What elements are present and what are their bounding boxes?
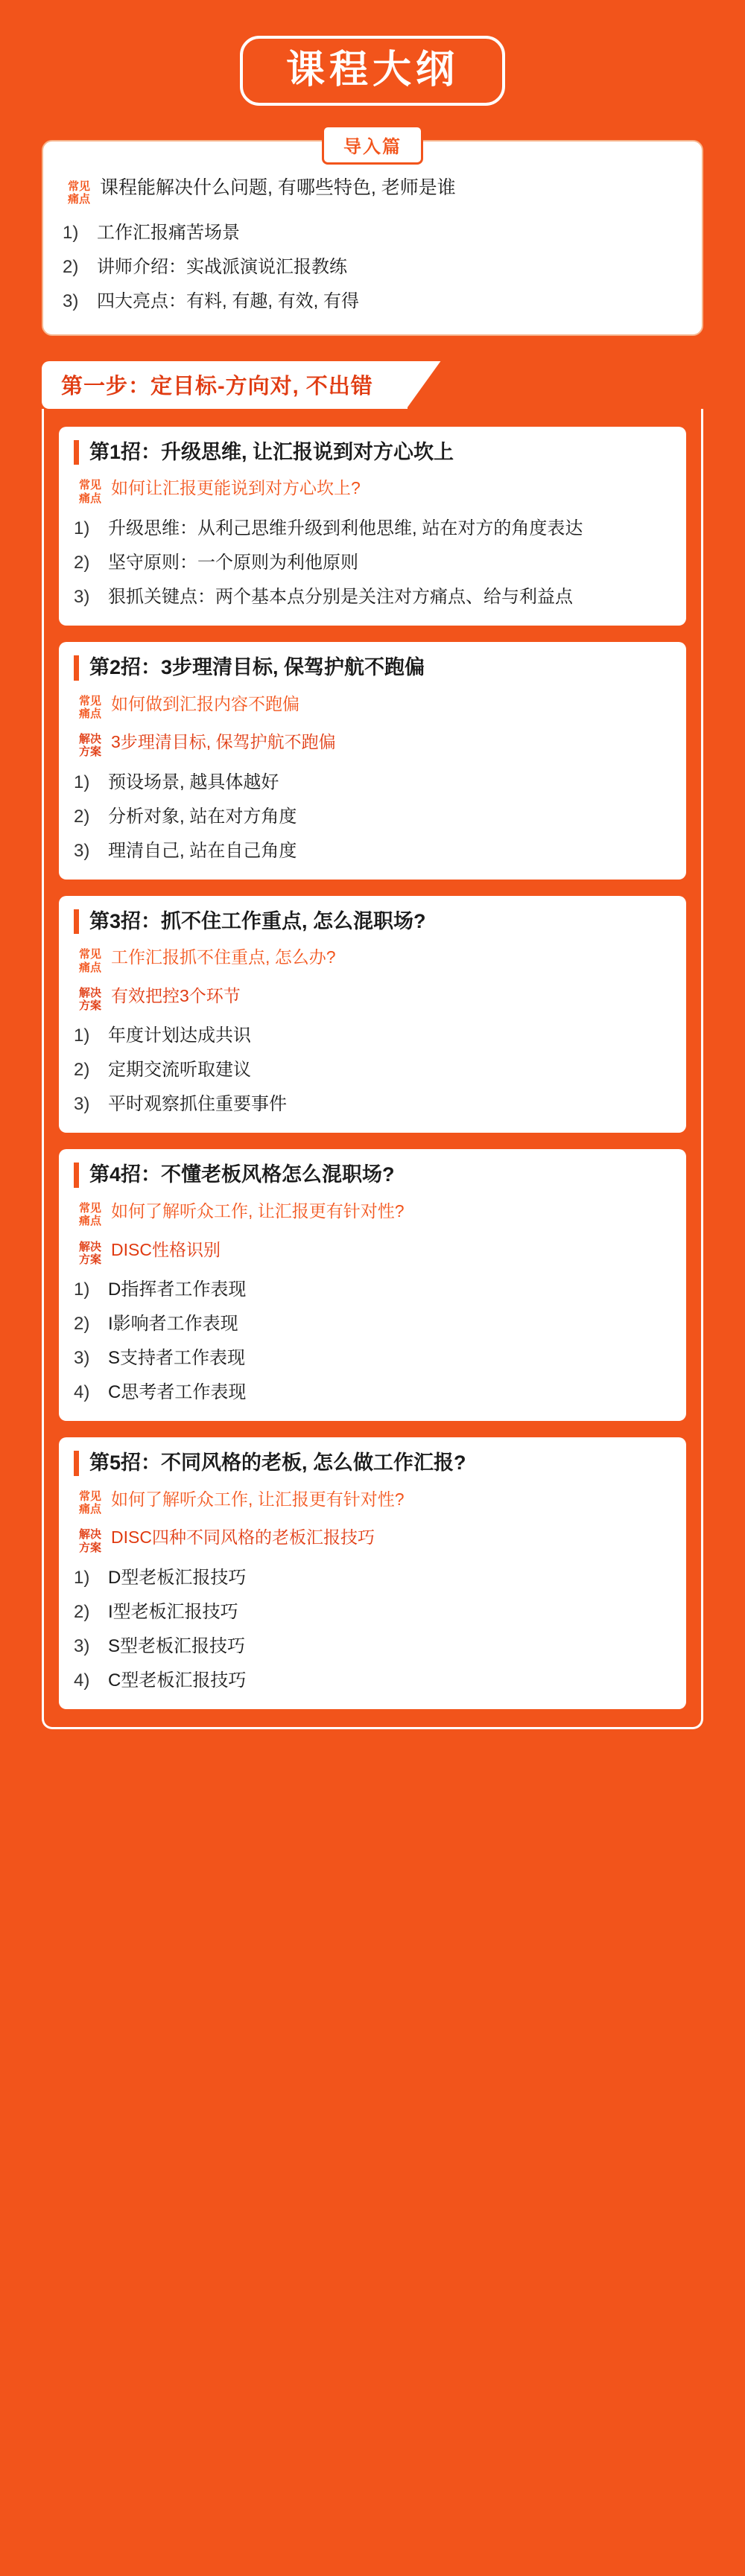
list-item [74,1057,671,1084]
pain-point-row [74,477,671,505]
pain-point-text: 如何了解听众工作, 让汇报更有针对性? [111,1201,405,1221]
list-item-text: C型老板汇报技巧 [108,1670,247,1691]
pain-point-tag [74,477,107,505]
list-item-number: 3) [74,840,90,861]
list-item [74,838,671,865]
solution-tag-line1: 解决 [78,1240,101,1253]
page-title: 课程大纲 [285,48,459,92]
list-item [74,769,671,796]
solution-tag-line1: 解决 [78,1528,101,1542]
list-item [74,584,671,611]
lesson-card [59,1437,686,1709]
list-item-text: 平时观察抓住重要事件 [108,1094,287,1115]
pain-point-tag-line1: 常见 [78,479,101,492]
step-body [42,409,703,1729]
pain-point-tag-line1: 常见 [67,180,90,193]
intro-section [42,137,703,336]
solution-text: DISC性格识别 [111,1239,221,1259]
lesson-card [59,1149,686,1421]
solution-tag [74,985,107,1013]
solution-tag-line2: 方案 [78,1541,101,1554]
pain-point-row [74,693,671,721]
list-item-text: I影响者工作表现 [108,1314,238,1334]
pain-point-tag [74,946,107,974]
list-item-text: 理清自己, 站在自己角度 [108,840,297,861]
solution-row [74,985,671,1013]
lesson-point-list [74,1276,671,1406]
solution-tag-line1: 解决 [78,986,101,999]
solution-row [74,731,671,759]
lesson-point-list [74,769,671,865]
page-title-box [240,36,505,106]
list-item-number: 3) [63,290,79,311]
pain-point-tag [74,1488,107,1516]
lesson-point-list [74,515,671,611]
list-item-text: D型老板汇报技巧 [108,1567,247,1588]
solution-row [74,1238,671,1267]
pain-point-text: 工作汇报抓不住重点, 怎么办? [111,947,336,967]
list-item [74,1633,671,1660]
lesson-title: 第5招：不同风格的老板, 怎么做工作汇报? [74,1451,671,1476]
list-item-number: 3) [74,586,90,607]
list-item [63,254,682,281]
list-item-text: I型老板汇报技巧 [108,1601,238,1622]
lesson-card [59,427,686,626]
pain-point-tag-line2: 痛点 [78,961,101,974]
list-item [74,1091,671,1118]
list-item-number: 1) [74,1025,90,1046]
list-item-number: 1) [74,518,90,538]
list-item-text: S支持者工作表现 [108,1348,246,1368]
list-item-text: 定期交流听取建议 [108,1060,251,1081]
lesson-title: 第4招：不懂老板风格怎么混职场? [74,1163,671,1188]
solution-row [74,1526,671,1554]
list-item-text: 讲师介绍：实战派演说汇报教练 [97,256,347,277]
list-item-text: 坚守原则：一个原则为利他原则 [108,552,358,573]
list-item [74,1667,671,1694]
intro-lead-row [63,176,682,206]
list-item [74,1023,671,1049]
list-item-text: C思考者工作表现 [108,1382,247,1402]
solution-text: DISC四种不同风格的老板汇报技巧 [111,1527,375,1548]
list-item [74,1276,671,1303]
intro-point-list [63,220,682,315]
list-item-text: 预设场景, 越具体越好 [108,772,279,792]
solution-tag-line1: 解决 [78,733,101,745]
lesson-title: 第2招：3步理清目标, 保驾护航不跑偏 [74,655,671,681]
step-banner-text: 第一步：定目标-方向对, 不出错 [61,375,373,398]
pain-point-tag-line1: 常见 [78,694,101,707]
list-item-number: 2) [63,256,79,277]
solution-tag [74,731,107,759]
list-item-text: 年度计划达成共识 [108,1025,251,1046]
step-banner [42,361,703,409]
solution-text: 有效把控3个环节 [111,985,241,1005]
solution-tag [74,1526,107,1554]
list-item [74,804,671,830]
pain-point-text: 如何做到汇报内容不跑偏 [111,693,299,713]
list-item [74,515,671,542]
list-item-text: S型老板汇报技巧 [108,1635,246,1656]
pain-point-tag-line2: 痛点 [78,1503,101,1516]
list-item-number: 2) [74,552,90,573]
intro-section-pill: 导入篇 [322,125,423,165]
step-banner-tail [407,361,441,409]
list-item [74,1311,671,1338]
solution-tag-line2: 方案 [78,745,101,759]
solution-text: 3步理清目标, 保驾护航不跑偏 [111,732,336,751]
list-item [63,288,682,315]
lesson-point-list [74,1565,671,1694]
pain-point-tag-line1: 常见 [78,1202,101,1215]
list-item-number: 1) [74,1567,90,1588]
list-item-number: 4) [74,1670,90,1691]
solution-tag-line2: 方案 [78,999,101,1012]
list-item-number: 1) [63,222,79,243]
list-item-text: 四大亮点：有料, 有趣, 有效, 有得 [97,290,360,311]
pain-point-tag [63,176,95,206]
pain-point-tag-line2: 痛点 [78,707,101,720]
list-item [74,1599,671,1626]
pain-point-tag-line1: 常见 [78,1489,101,1503]
pain-point-tag-line1: 常见 [78,948,101,961]
list-item-number: 2) [74,1060,90,1081]
solution-tag [74,1238,107,1267]
page-title-wrap [16,36,729,106]
lesson-title: 第1招：升级思维, 让汇报说到对方心坎上 [74,440,671,465]
list-item-number: 3) [74,1635,90,1656]
list-item-number: 3) [74,1348,90,1368]
pain-point-tag-line2: 痛点 [67,193,90,206]
list-item [74,1379,671,1406]
lesson-title: 第3招：抓不住工作重点, 怎么混职场? [74,909,671,935]
intro-lead-text: 课程能解决什么问题, 有哪些特色, 老师是谁 [100,177,456,198]
list-item [63,220,682,247]
list-item [74,550,671,576]
solution-tag-line2: 方案 [78,1253,101,1266]
pain-point-tag [74,1200,107,1228]
lesson-point-list [74,1023,671,1118]
pain-point-tag [74,693,107,721]
pain-point-row [74,946,671,974]
lesson-card [59,896,686,1133]
pain-point-tag-line2: 痛点 [78,1215,101,1228]
list-item-text: 狠抓关键点：两个基本点分别是关注对方痛点、给与利益点 [108,586,573,607]
list-item [74,1565,671,1591]
list-item [74,1345,671,1372]
list-item-number: 1) [74,1279,90,1300]
pain-point-tag-line2: 痛点 [78,492,101,505]
pain-point-row [74,1200,671,1228]
list-item-text: 工作汇报痛苦场景 [97,222,240,243]
list-item-number: 2) [74,1601,90,1622]
list-item-number: 2) [74,806,90,827]
pain-point-text: 如何了解听众工作, 让汇报更有针对性? [111,1489,405,1509]
list-item-text: D指挥者工作表现 [108,1279,247,1300]
list-item-text: 分析对象, 站在对方角度 [108,806,297,827]
step-banner-bar [42,361,408,409]
list-item-number: 1) [74,772,90,792]
pain-point-row [74,1488,671,1516]
list-item-number: 4) [74,1382,90,1402]
lesson-card [59,642,686,880]
list-item-text: 升级思维：从利己思维升级到利他思维, 站在对方的角度表达 [108,518,583,538]
list-item-number: 3) [74,1094,90,1115]
pain-point-text: 如何让汇报更能说到对方心坎上? [111,478,361,498]
list-item-number: 2) [74,1314,90,1334]
